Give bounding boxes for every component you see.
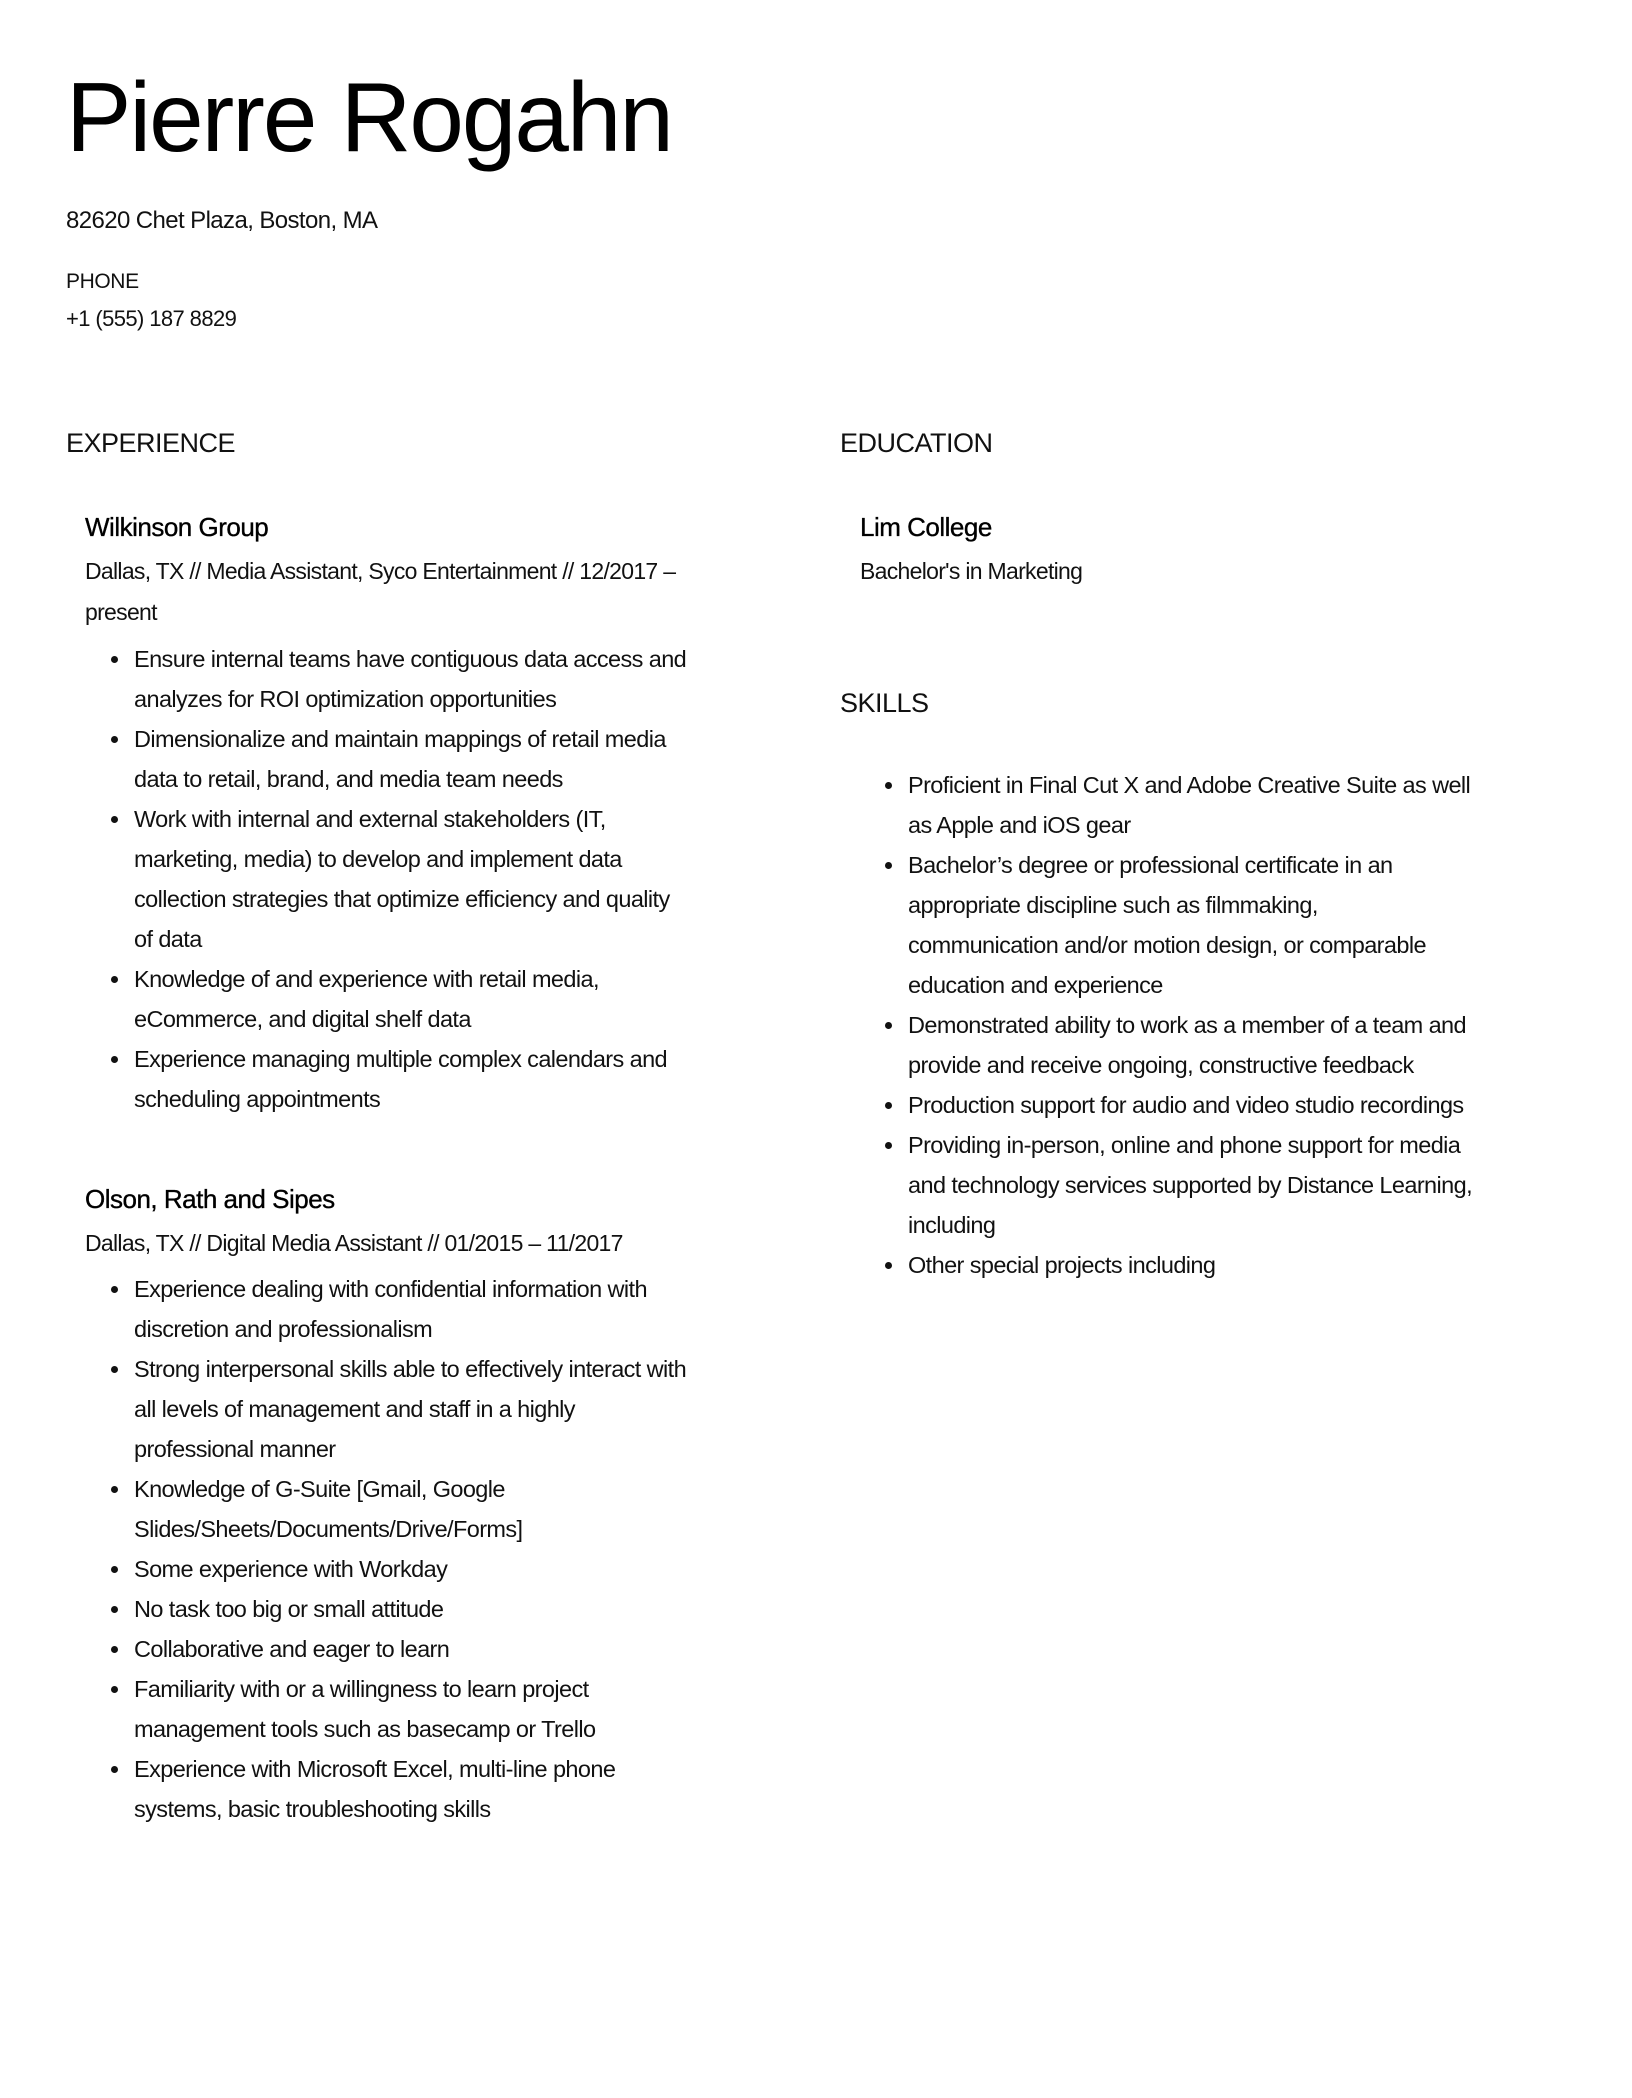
bullet-item <box>134 639 686 719</box>
bullet-text-line: including <box>908 1212 996 1238</box>
bullet-dot-icon <box>111 1606 118 1613</box>
bullet-dot-icon <box>111 1646 118 1653</box>
bullet-text-line: and technology services supported by Distance Learning, <box>908 1172 1473 1198</box>
bullet-item <box>908 765 1472 845</box>
experience-heading: EXPERIENCE <box>66 428 236 458</box>
bullet-dot-icon <box>885 1262 892 1269</box>
bullet-text-line: communication and/or motion design, or comparable <box>908 932 1426 958</box>
bullet-text-line: professional manner <box>134 1436 336 1462</box>
bullet-text-line: discretion and professionalism <box>134 1316 433 1342</box>
experience-bullet-list <box>134 1269 686 1829</box>
bullet-text-line: Dimensionalize and maintain mappings of retail media <box>134 726 666 752</box>
bullet-text-line: Some experience with Workday <box>134 1556 448 1582</box>
bullet-text-line: No task too big or small attitude <box>134 1596 444 1622</box>
bullet-text-line: education and experience <box>908 972 1163 998</box>
bullet-text-line: Bachelor’s degree or professional certificate in an <box>908 852 1393 878</box>
bullet-dot-icon <box>885 862 892 869</box>
bullet-dot-icon <box>111 1056 118 1063</box>
bullet-text-line: Work with internal and external stakeholders (IT, <box>134 806 606 832</box>
details-line: present <box>85 598 157 625</box>
bullet-text-line: marketing, media) to develop and implement data <box>134 846 622 872</box>
bullet-dot-icon <box>111 656 118 663</box>
bullet-text-line: management tools such as basecamp or Trello <box>134 1716 596 1742</box>
bullet-dot-icon <box>111 816 118 823</box>
education-degree <box>860 551 1082 592</box>
bullet-item <box>134 1749 686 1829</box>
bullet-item <box>908 1245 1472 1285</box>
bullet-dot-icon <box>885 1102 892 1109</box>
bullet-text-line: Knowledge of and experience with retail media, <box>134 966 599 992</box>
experience-details <box>85 551 675 632</box>
experience-details <box>85 1223 623 1264</box>
bullet-item <box>908 1005 1472 1085</box>
bullet-text-line: Slides/Sheets/Documents/Drive/Forms] <box>134 1516 523 1542</box>
degree-line: Bachelor's in Marketing <box>860 558 1083 584</box>
bullet-text-line: appropriate discipline such as filmmaking, <box>908 892 1318 918</box>
address: 82620 Chet Plaza, Boston, MA <box>66 207 378 234</box>
bullet-text-line: as Apple and iOS gear <box>908 812 1131 838</box>
skills-heading: SKILLS <box>840 688 929 718</box>
bullet-dot-icon <box>111 976 118 983</box>
bullet-dot-icon <box>111 1486 118 1493</box>
bullet-text-line: data to retail, brand, and media team needs <box>134 766 563 792</box>
details-line: Dallas, TX // Digital Media Assistant // 01/2015 – 11/2017 <box>85 1230 623 1256</box>
bullet-item <box>134 1039 686 1119</box>
candidate-name: Pierre Rogahn <box>66 62 672 172</box>
bullet-dot-icon <box>111 1566 118 1573</box>
bullet-dot-icon <box>111 1766 118 1773</box>
bullet-text-line: scheduling appointments <box>134 1086 381 1112</box>
bullet-text-line: Experience managing multiple complex calendars and <box>134 1046 668 1072</box>
bullet-text-line: Knowledge of G-Suite [Gmail, Google <box>134 1476 505 1502</box>
bullet-text-line: Strong interpersonal skills able to effectively interact with <box>134 1356 687 1382</box>
bullet-item <box>134 799 686 959</box>
bullet-item <box>134 1669 686 1749</box>
bullet-dot-icon <box>885 782 892 789</box>
bullet-item <box>134 719 686 799</box>
bullet-text-line: Experience with Microsoft Excel, multi-line phone <box>134 1756 616 1782</box>
bullet-item <box>134 1469 686 1549</box>
bullet-item <box>134 1269 686 1349</box>
phone-label: PHONE <box>66 270 139 293</box>
skills-bullet-list <box>908 765 1472 1285</box>
bullet-text-line: Ensure internal teams have contiguous data access and <box>134 646 687 672</box>
bullet-text-line: collection strategies that optimize efficiency and quality <box>134 886 670 912</box>
bullet-text-line: Production support for audio and video studio recordings <box>908 1092 1464 1118</box>
bullet-dot-icon <box>111 736 118 743</box>
bullet-dot-icon <box>111 1366 118 1373</box>
experience-bullet-list <box>134 639 686 1119</box>
bullet-item <box>908 1085 1472 1125</box>
bullet-dot-icon <box>885 1022 892 1029</box>
bullet-text-line: of data <box>134 926 202 952</box>
bullet-text-line: Other special projects including <box>908 1252 1216 1278</box>
bullet-text-line: Proficient in Final Cut X and Adobe Creative Suite as well <box>908 772 1471 798</box>
bullet-text-line: Familiarity with or a willingness to learn project <box>134 1676 589 1702</box>
bullet-text-line: provide and receive ongoing, constructive feedback <box>908 1052 1414 1078</box>
bullet-text-line: Experience dealing with confidential information with <box>134 1276 647 1302</box>
experience-company: Olson, Rath and Sipes <box>85 1184 335 1214</box>
bullet-item <box>134 1589 686 1629</box>
education-school: Lim College <box>860 512 992 542</box>
bullet-text-line: Collaborative and eager to learn <box>134 1636 450 1662</box>
education-heading: EDUCATION <box>840 428 993 458</box>
bullet-text-line: Providing in-person, online and phone support for media <box>908 1132 1461 1158</box>
bullet-text-line: systems, basic troubleshooting skills <box>134 1796 491 1822</box>
bullet-item <box>134 1549 686 1589</box>
bullet-text-line: all levels of management and staff in a highly <box>134 1396 575 1422</box>
experience-company: Wilkinson Group <box>85 512 269 542</box>
bullet-text-line: Demonstrated ability to work as a member of a team and <box>908 1012 1466 1038</box>
bullet-text-line: analyzes for ROI optimization opportunities <box>134 686 557 712</box>
bullet-dot-icon <box>885 1142 892 1149</box>
bullet-dot-icon <box>111 1686 118 1693</box>
bullet-item <box>908 1125 1472 1245</box>
bullet-item <box>134 1349 686 1469</box>
bullet-text-line: eCommerce, and digital shelf data <box>134 1006 471 1032</box>
details-line: Dallas, TX // Media Assistant, Syco Entertainment // 12/2017 – <box>85 558 676 584</box>
bullet-item <box>908 845 1472 1005</box>
bullet-item <box>134 1629 686 1669</box>
bullet-item <box>134 959 686 1039</box>
phone-number: +1 (555) 187 8829 <box>66 306 237 331</box>
bullet-dot-icon <box>111 1286 118 1293</box>
